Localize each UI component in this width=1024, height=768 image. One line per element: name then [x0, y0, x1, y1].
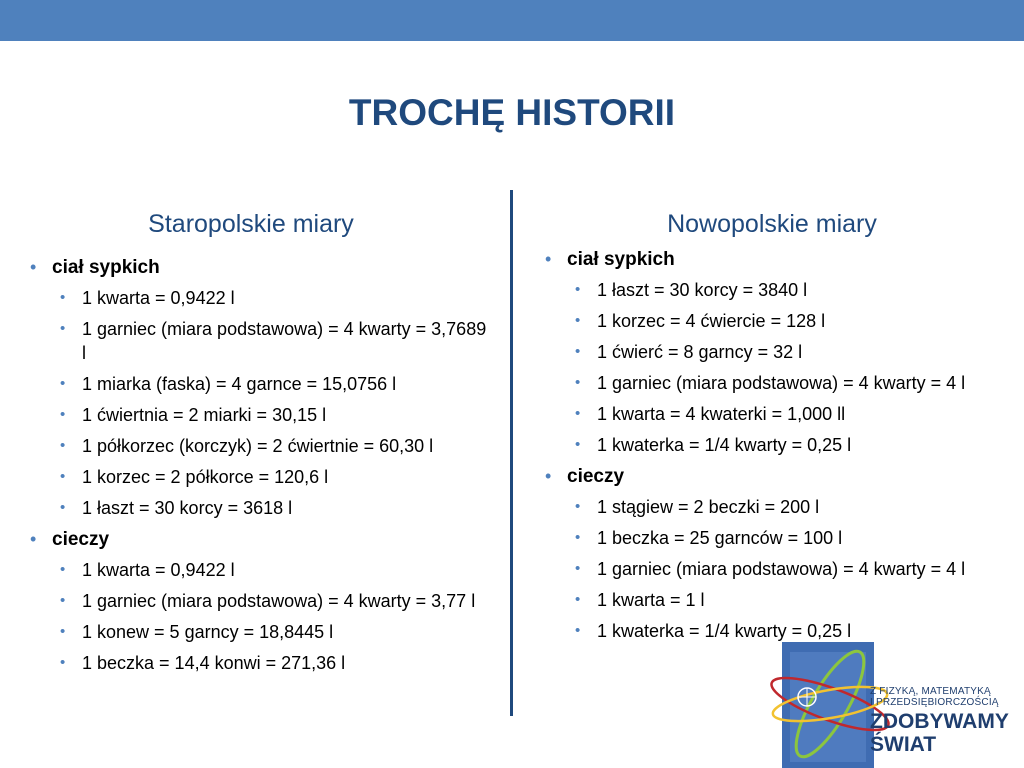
- list-item: [52, 589, 495, 613]
- group-item: [545, 248, 985, 457]
- bullet-icon: •: [545, 249, 552, 269]
- bullet-icon: •: [575, 560, 581, 577]
- list-item-text: 1 garniec (miara podstawowa) = 4 kwarty = 3,7689 l: [82, 319, 487, 363]
- list-item-text: 1 kwaterka = 1/4 kwarty = 0,25 l: [597, 621, 852, 641]
- list-item: [567, 588, 985, 612]
- bullet-icon: •: [30, 529, 37, 549]
- list-item: [52, 372, 495, 396]
- bullet-icon: •: [60, 375, 66, 392]
- left-column-heading: Staropolskie miary: [148, 210, 354, 238]
- bullet-icon: •: [575, 529, 581, 546]
- list-item-text: 1 beczka = 25 garnców = 100 l: [597, 528, 843, 548]
- list-item: [567, 433, 985, 457]
- bullet-icon: •: [575, 312, 581, 329]
- bullet-icon: •: [575, 622, 581, 639]
- bullet-icon: •: [575, 374, 581, 391]
- group-label: cieczy: [52, 529, 110, 550]
- right-column-heading: Nowopolskie miary: [667, 210, 877, 238]
- list-item: [52, 651, 495, 675]
- list-item: [52, 465, 495, 489]
- bullet-icon: •: [60, 406, 66, 423]
- logo-tagline-line: I PRZEDSIĘBIORCZOŚCIĄ: [870, 697, 999, 708]
- list-item-text: 1 ćwierć = 8 garncy = 32 l: [597, 342, 803, 362]
- list-item: [567, 278, 985, 302]
- list-item-text: 1 półkorzec (korczyk) = 2 ćwiertnie = 60,30 l: [82, 436, 434, 456]
- logo-light-panel: [790, 652, 866, 762]
- list-item-text: 1 beczka = 14,4 konwi = 271,36 l: [82, 653, 346, 673]
- list-item-text: 1 garniec (miara podstawowa) = 4 kwarty = 4 l: [597, 373, 966, 393]
- slide-title: TROCHĘ HISTORII: [348, 92, 676, 133]
- bullet-icon: •: [575, 498, 581, 515]
- list-item: [567, 557, 985, 581]
- list-item: [567, 402, 985, 426]
- bullet-icon: •: [30, 257, 37, 277]
- bullet-icon: •: [60, 468, 66, 485]
- list-item: [52, 620, 495, 644]
- group-item: [545, 465, 985, 643]
- list-item: [567, 309, 985, 333]
- group-label: ciał sypkich: [567, 249, 675, 270]
- logo-wordmark-line: ZDOBYWAMY: [870, 710, 1009, 733]
- list-item: [52, 558, 495, 582]
- right-measures-list: [545, 248, 985, 651]
- list-item-text: 1 łaszt = 30 korcy = 3840 l: [597, 280, 808, 300]
- list-item: [52, 286, 495, 310]
- bullet-icon: •: [60, 623, 66, 640]
- list-item-text: 1 garniec (miara podstawowa) = 4 kwarty = 3,77 l: [82, 591, 476, 611]
- list-item-text: 1 ćwiertnia = 2 miarki = 30,15 l: [82, 405, 327, 425]
- logo-tagline: [870, 686, 999, 708]
- group-label: cieczy: [567, 466, 625, 487]
- list-item-text: 1 kwaterka = 1/4 kwarty = 0,25 l: [597, 435, 852, 455]
- bullet-icon: •: [575, 343, 581, 360]
- list-item-text: 1 korzec = 2 półkorce = 120,6 l: [82, 467, 329, 487]
- bullet-icon: •: [60, 437, 66, 454]
- list-item-text: 1 kwarta = 0,9422 l: [82, 560, 235, 580]
- top-accent-bar: [0, 0, 1024, 41]
- logo-wordmark-line: ŚWIAT: [870, 733, 937, 756]
- bullet-icon: •: [60, 499, 66, 516]
- column-divider: [510, 190, 513, 716]
- group-item: [30, 256, 495, 520]
- bullet-icon: •: [575, 591, 581, 608]
- group-label: ciał sypkich: [52, 257, 160, 278]
- bullet-icon: •: [575, 405, 581, 422]
- list-item: [52, 403, 495, 427]
- list-item-text: 1 konew = 5 garncy = 18,8445 l: [82, 622, 334, 642]
- bullet-icon: •: [60, 320, 66, 337]
- list-item: [52, 496, 495, 520]
- bullet-icon: •: [60, 289, 66, 306]
- bullet-icon: •: [575, 436, 581, 453]
- left-measures-list: [30, 256, 495, 683]
- bullet-icon: •: [60, 561, 66, 578]
- logo-tagline-line: Z FIZYKĄ, MATEMATYKĄ: [870, 686, 991, 697]
- group-item: [30, 528, 495, 675]
- bullet-icon: •: [575, 281, 581, 298]
- list-item: [52, 317, 495, 365]
- list-item: [567, 371, 985, 395]
- list-item-text: 1 garniec (miara podstawowa) = 4 kwarty = 4 l: [597, 559, 966, 579]
- bullet-icon: •: [60, 654, 66, 671]
- list-item-text: 1 korzec = 4 ćwiercie = 128 l: [597, 311, 826, 331]
- list-item-text: 1 kwarta = 4 kwaterki = 1,000 ll: [597, 404, 846, 424]
- list-item: [567, 526, 985, 550]
- list-item-text: 1 stągiew = 2 beczki = 200 l: [597, 497, 820, 517]
- list-item: [567, 340, 985, 364]
- list-item-text: 1 miarka (faska) = 4 garnce = 15,0756 l: [82, 374, 397, 394]
- list-item: [567, 495, 985, 519]
- list-item: [52, 434, 495, 458]
- list-item-text: 1 kwarta = 0,9422 l: [82, 288, 235, 308]
- list-item-text: 1 łaszt = 30 korcy = 3618 l: [82, 498, 293, 518]
- logo-wordmark: [870, 710, 1009, 756]
- bullet-icon: •: [60, 592, 66, 609]
- list-item-text: 1 kwarta = 1 l: [597, 590, 705, 610]
- bullet-icon: •: [545, 466, 552, 486]
